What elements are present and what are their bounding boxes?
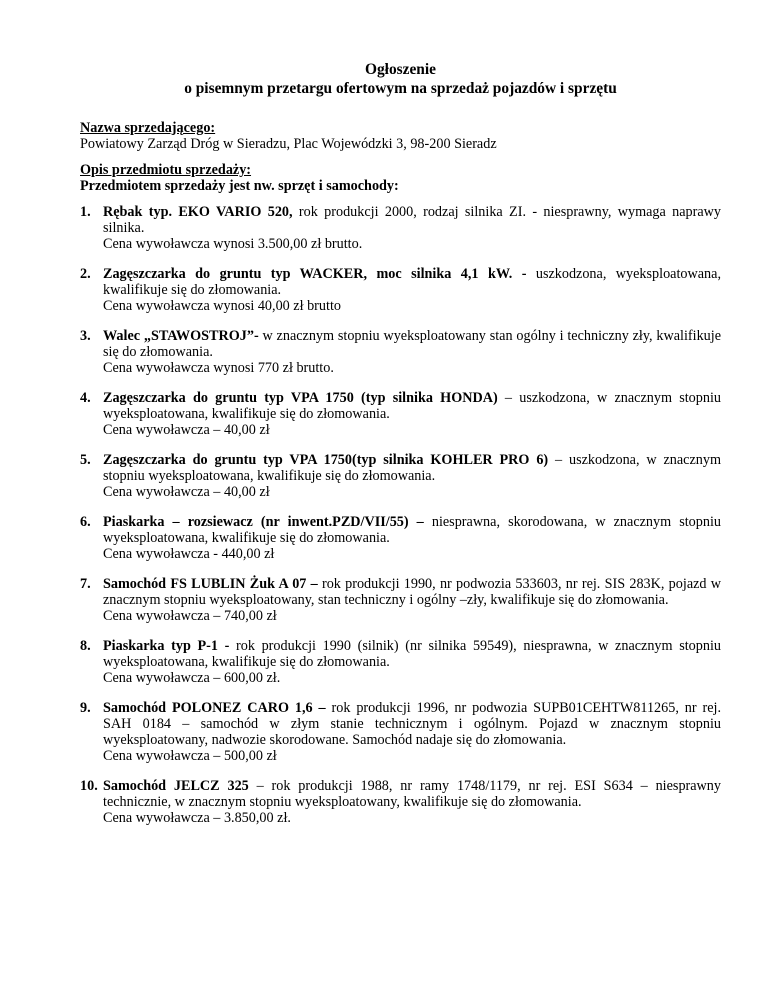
item-title: Samochód FS LUBLIN Żuk A 07 – [103,576,318,592]
items-list [80,204,721,826]
list-item-2 [80,266,721,314]
title-line-1: Ogłoszenie [365,61,436,78]
item-price: Cena wywoławcza – 500,00 zł [103,748,277,764]
item-number: 10. [80,778,98,794]
item-description: w znacznym stopniu wyeksploatowany stan ogólny i techniczny zły, kwalifikuje się do złomowania. [103,328,721,360]
item-price: Cena wywoławcza wynosi 40,00 zł brutto [103,298,341,314]
list-item-7 [80,576,721,624]
item-price: Cena wywoławcza wynosi 770 zł brutto. [103,360,334,376]
item-description: niesprawna, skorodowana, w znacznym stopniu wyeksploatowana, kwalifikuje się do złomowania. [103,514,721,546]
subject-section [80,162,721,194]
item-description: uszkodzona, wyeksploatowana, kwalifikuje się do złomowania. [103,266,721,298]
item-number: 8. [80,638,91,654]
list-item-8 [80,638,721,686]
item-number: 6. [80,514,91,530]
item-number: 1. [80,204,91,220]
list-item-6 [80,514,721,562]
item-price: Cena wywoławcza - 440,00 zł [103,546,275,562]
item-number: 4. [80,390,91,406]
item-title: Zagęszczarka do gruntu typ WACKER, moc silnika 4,1 kW. - [103,266,527,282]
list-item-9 [80,700,721,764]
item-title: Zagęszczarka do gruntu typ VPA 1750 (typ silnika HONDA) [103,390,498,406]
item-title: Walec „STAWOSTROJ”- [103,328,259,344]
list-item-4 [80,390,721,438]
item-price: Cena wywoławcza – 3.850,00 zł. [103,810,291,826]
item-number: 9. [80,700,91,716]
list-item-10 [80,778,721,826]
item-number: 2. [80,266,91,282]
item-number: 7. [80,576,91,592]
item-description: – rok produkcji 1988, nr ramy 1748/1179, nr rej. ESI S634 – niesprawny technicznie, w znacznym stopniu wyeksploatowany, kwalifikuje się do złomowania. [103,778,721,810]
item-title: Piaskarka – rozsiewacz (nr inwent.PZD/VII/55) – [103,514,424,530]
item-description: rok produkcji 2000, rodzaj silnika ZI. - niesprawny, wymaga naprawy silnika. [103,204,721,236]
item-description: rok produkcji 1990, nr podwozia 533603, nr rej. SIS 283K, pojazd w znacznym stopniu wyeksploatowany, stan techniczny i ogólny –zły, kwalifikuje się do złomowania. [103,576,721,608]
list-item-3 [80,328,721,376]
item-price: Cena wywoławcza – 40,00 zł [103,484,270,500]
seller-label: Nazwa sprzedającego: [80,120,216,136]
item-title: Rębak typ. EKO VARIO 520, [103,204,293,220]
item-description: – uszkodzona, w znacznym stopniu wyeksploatowana, kwalifikuje się do złomowania. [103,452,721,484]
item-number: 3. [80,328,91,344]
document-page [80,60,721,840]
seller-section [80,120,721,152]
subject-label: Opis przedmiotu sprzedaży: [80,162,252,178]
subject-text: Przedmiotem sprzedaży jest nw. sprzęt i samochody: [80,178,399,194]
item-title: Samochód POLONEZ CARO 1,6 – [103,700,326,716]
item-price: Cena wywoławcza – 600,00 zł. [103,670,281,686]
announcement-header [80,60,721,98]
list-item-1 [80,204,721,252]
item-description: rok produkcji 1990 (silnik) (nr silnika 59549), niesprawna, w znacznym stopniu wyeksploatowana, kwalifikuje się do złomowania. [103,638,721,670]
item-title: Samochód JELCZ 325 [103,778,249,794]
list-item-5 [80,452,721,500]
item-price: Cena wywoławcza – 740,00 zł [103,608,277,624]
item-description: rok produkcji 1996, nr podwozia SUPB01CEHTW811265, nr rej. SAH 0184 – samochód w złym stanie technicznym i ogólnym. Pojazd w znacznym stopniu wyeksploatowany, nadwozie skorodowane. Samochód nadaje się do złomowania. [103,700,721,748]
item-price: Cena wywoławcza wynosi 3.500,00 zł brutto. [103,236,363,252]
item-number: 5. [80,452,91,468]
item-title: Piaskarka typ P-1 - [103,638,230,654]
item-description: – uszkodzona, w znacznym stopniu wyeksploatowana, kwalifikuje się do złomowania. [103,390,721,422]
item-title: Zagęszczarka do gruntu typ VPA 1750(typ silnika KOHLER PRO 6) [103,452,549,468]
seller-text: Powiatowy Zarząd Dróg w Sieradzu, Plac Wojewódzki 3, 98-200 Sieradz [80,136,497,152]
title-line-2: o pisemnym przetargu ofertowym na sprzedaż pojazdów i sprzętu [184,80,617,97]
item-price: Cena wywoławcza – 40,00 zł [103,422,270,438]
